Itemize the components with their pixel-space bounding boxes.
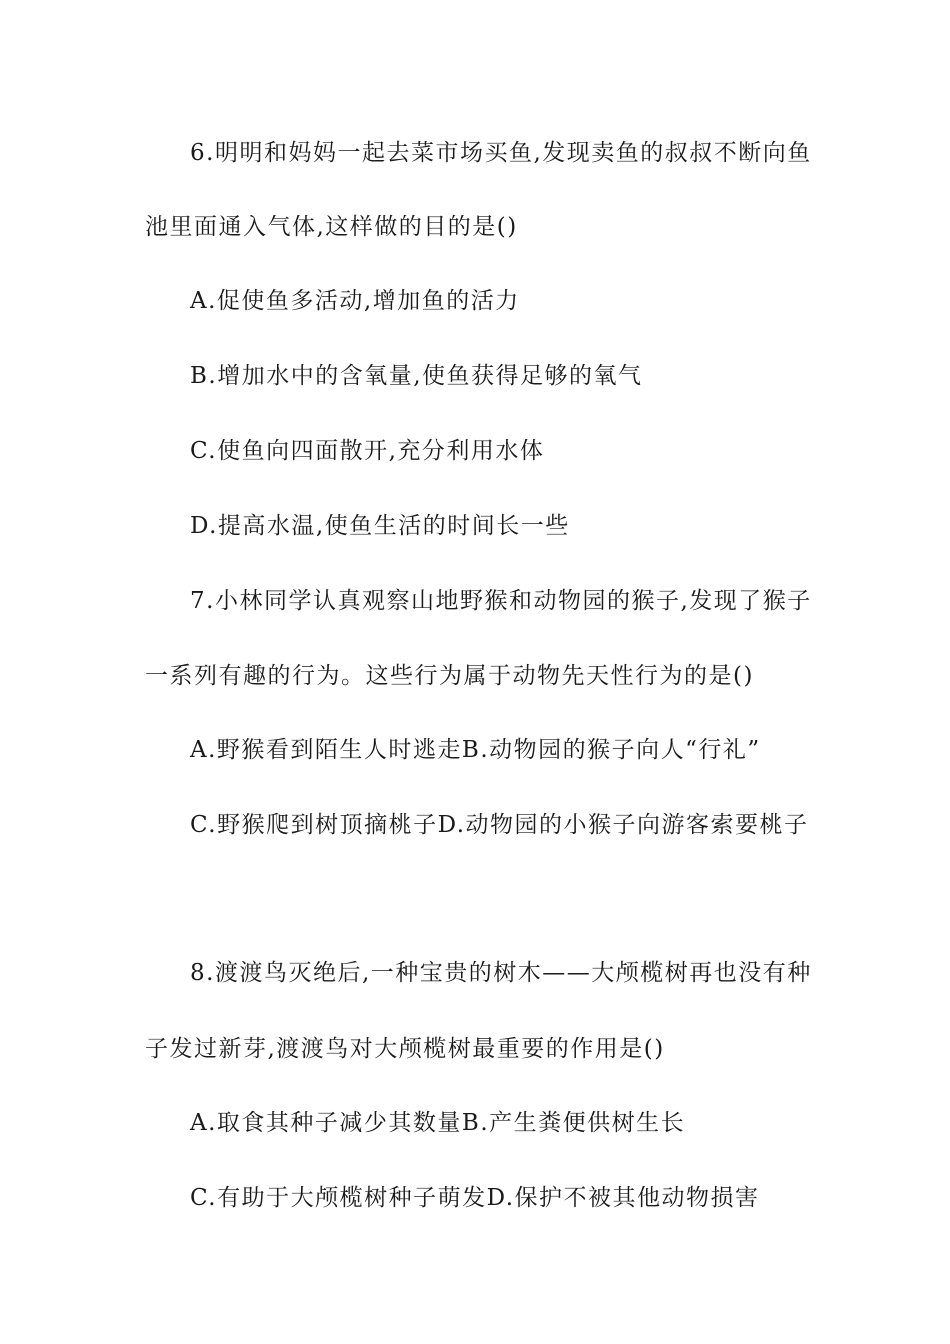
question-6-stem-line-2: 池里面通入气体,这样做的目的是() (145, 214, 518, 240)
question-6-option-d: D.提高水温,使鱼生活的时间长一些 (190, 513, 570, 539)
question-6-option-a: A.促使鱼多活动,增加鱼的活力 (190, 288, 520, 314)
question-6-stem-line-1: 6.明明和妈妈一起去菜市场买鱼,发现卖鱼的叔叔不断向鱼 (190, 140, 812, 166)
question-8-option-ab: A.取食其种子减少其数量B.产生粪便供树生长 (190, 1110, 686, 1136)
question-6-option-b: B.增加水中的含氧量,使鱼获得足够的氧气 (190, 363, 643, 389)
question-6-option-c: C.使鱼向四面散开,充分利用水体 (190, 438, 545, 464)
question-7-option-ab: A.野猴看到陌生人时逃走B.动物园的猴子向人“行礼” (190, 737, 761, 763)
question-7-option-cd: C.野猴爬到树顶摘桃子D.动物园的小猴子向游客索要桃子 (190, 812, 809, 838)
question-8-option-cd: C.有助于大颅榄树种子萌发D.保护不被其他动物损害 (190, 1185, 760, 1211)
question-7-stem-line-1: 7.小林同学认真观察山地野猴和动物园的猴子,发现了猴子 (190, 588, 812, 614)
question-7-stem-line-2: 一系列有趣的行为。这些行为属于动物先天性行为的是() (145, 663, 754, 689)
question-8-stem-line-1: 8.渡渡鸟灭绝后,一种宝贵的树木——大颅榄树再也没有种 (190, 960, 812, 986)
question-8-stem-line-2: 子发过新芽,渡渡鸟对大颅榄树最重要的作用是() (145, 1036, 665, 1062)
